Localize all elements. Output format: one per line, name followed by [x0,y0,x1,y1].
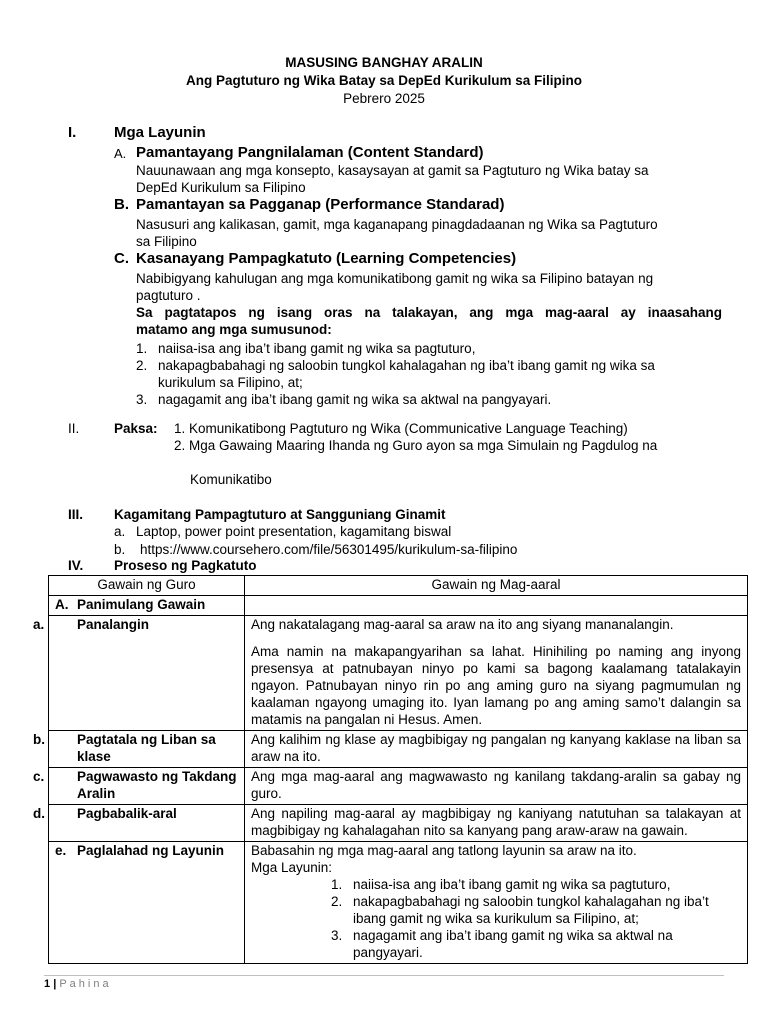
section3-b-link[interactable]: https://www.coursehero.com/file/56301495/kurikulum-sa-filipino [140,542,518,557]
row-b-content-cell: Ang kalihim ng klase ay magbibigay ng pangalan ng kanyang kaklase na liban sa araw na ito. [245,731,748,768]
section1c-bold2: matamo ang mga sumusunod: [136,322,332,337]
section1-number: I. [68,124,77,141]
row-d-label-cell [33,805,245,842]
section3-a-text: Laptop, power point presentation, kagamitang biswal [136,524,452,539]
col-header-guro: Gawain ng Guro [49,576,245,596]
section3-title: Kagamitang Pampagtuturo at Sangguniang Ginamit [114,507,446,522]
document-date: Pebrero 2025 [343,91,425,106]
row-c-label-cell [33,768,245,805]
objective-3-text: nagagamit ang iba’t ibang gamit ng wika sa aktwal na pangyayari. [158,392,552,407]
row-panimula-label: Panimulang Gawain [77,597,206,612]
section1a-title: Pamantayang Pangnilalaman (Content Standard) [136,144,484,161]
row-a-p2: Ama namin na makapangyarihan sa lahat. Hinihiling po naming ang inyong presensya at patnubayan ninyo po kami sa bagong kaalamang tatalakayin ngayon. Patnubayan ninyo rin po ang aming guro na siyang pagmumulan ng kaalaman ngayong umaging ito. Iyan lamang po ang aming samo’t dalangin sa matamis na pangalan ni Hesus. Amen. [251,644,741,727]
section1a-line1: Nauunawaan ang mga konsepto, kasaysayan at gamit sa Pagtuturo ng Wika batay sa [136,163,649,178]
col-header-magaaral: Gawain ng Mag-aaral [245,576,748,596]
section3-a-letter: a. [114,524,126,539]
row-e-label-cell [49,842,245,964]
section4-title: Proseso ng Pagkatuto [114,558,257,573]
row-b-letter: b. [33,732,45,747]
section2-item2-cont: Komunikatibo [190,472,272,487]
list-item: 2. nakapagbabahagi ng saloobin tungkol kahalagahan ng iba’t ibang gamit ng wika sa kurikulum sa Filipino, at; [331,894,709,926]
row-panimula-letter: A. [55,597,69,612]
objective-2-text: nakapagbabahagi ng saloobin tungkol kahalagahan ng iba’t ibang gamit ng wika sa [158,358,655,373]
objective-1-number: 1. [136,341,148,356]
table-row [49,731,748,768]
section2-label: Paksa: [114,421,158,436]
section3-b-letter: b. [114,542,126,557]
section4-number: IV. [68,558,84,573]
page-footer [44,978,112,990]
row-a-p1: Ang nakatalagang mag-aaral sa araw na ito ang siyang mananalangin. [251,617,674,632]
row-b-label-cell [33,731,245,768]
row-c-content-cell: Ang mga mag-aaral ang magwawasto ng kanilang takdang-aralin sa gabay ng guro. [245,768,748,805]
row-b-label: Pagtatala ng Liban sa klase [77,732,216,764]
section1c-line2: pagtuturo . [136,288,201,303]
table-header-row [49,576,748,596]
row-e-objectives-list [331,876,727,961]
row-c-label: Pagwawasto ng Takdang Aralin [77,769,237,801]
objective-2-text-cont: kurikulum sa Filipino, at; [158,375,303,390]
section2-item2: 2. Mga Gawaing Maaring Ihanda ng Guro ayon sa mga Simulain ng Pagdulog na [174,438,658,453]
footer-separator: | [53,978,57,990]
objective-2-number: 2. [136,358,148,373]
row-e-sub: Mga Layunin: [251,860,333,875]
row-a-label: Panalangin [77,617,150,632]
objective-3-number: 3. [136,392,148,407]
section1b-line1: Nasusuri ang kalikasan, gamit, mga kaganapang pinagdadaanan ng Wika sa Pagtuturo [136,217,658,232]
row-e-content-cell [245,842,748,964]
row-a-content-cell [245,616,748,731]
list-item: 1. naiisa-isa ang iba’t ibang gamit ng wika sa pagtuturo, [331,877,671,892]
row-panimula-label-cell [49,596,245,616]
table-row [49,842,748,964]
section2-number: II. [68,421,80,436]
table-row [49,596,748,616]
footer-page-number: 1 [44,978,51,990]
document-title: MASUSING BANGHAY ARALIN [285,55,483,70]
row-d-content-cell: Ang napiling mag-aaral ay magbibigay ng kaniyang natutuhan sa talakayan at magbibigay ng kahalagahan nito sa kanyang pang araw-araw na gawain. [245,805,748,842]
row-d-label: Pagbabalik-aral [77,806,177,821]
section1c-letter: C. [114,250,129,267]
row-a-letter: a. [33,617,45,632]
section1b-title: Pamantayan sa Pagganap (Performance Standarad) [136,196,505,213]
section1a-letter: A. [114,146,127,161]
section1b-letter: B. [114,196,129,213]
footer-page-word: Pahina [59,978,112,990]
section1a-line2: DepEd Kurikulum sa Filipino [136,180,306,195]
footer-rule [44,975,724,976]
row-e-label: Paglalahad ng Layunin [77,843,225,858]
section1-title: Mga Layunin [114,124,206,141]
section3-number: III. [68,507,84,522]
section1b-line2: sa Filipino [136,234,197,249]
row-e-intro: Babasahin ng mga mag-aaral ang tatlong layunin sa araw na ito. [251,843,637,858]
row-a-label-cell [33,616,245,731]
list-item: 3. nagagamit ang iba’t ibang gamit ng wika sa aktwal na pangyayari. [331,928,673,960]
document-subtitle: Ang Pagtuturo ng Wika Batay sa DepEd Kurikulum sa Filipino [186,73,582,88]
process-table [33,575,748,964]
section2-item1: 1. Komunikatibong Pagtuturo ng Wika (Communicative Language Teaching) [174,421,628,436]
row-c-letter: c. [33,769,45,784]
table-row [49,768,748,805]
section1c-line1: Nabibigyang kahulugan ang mga komunikatibong gamit ng wika sa Filipino batayan ng [136,271,654,286]
section1c-title: Kasanayang Pampagkatuto (Learning Competencies) [136,250,517,267]
table-row [49,616,748,731]
row-d-letter: d. [33,806,45,821]
objective-1-text: naiisa-isa ang iba’t ibang gamit ng wika sa pagtuturo, [158,341,476,356]
section1c-bold1: Sa pagtatapos ng isang oras na talakayan, ang mga mag-aaral ay inaasahang [136,305,722,320]
row-e-letter: e. [55,843,67,858]
row-panimula-empty-cell [245,596,748,616]
table-row [49,805,748,842]
